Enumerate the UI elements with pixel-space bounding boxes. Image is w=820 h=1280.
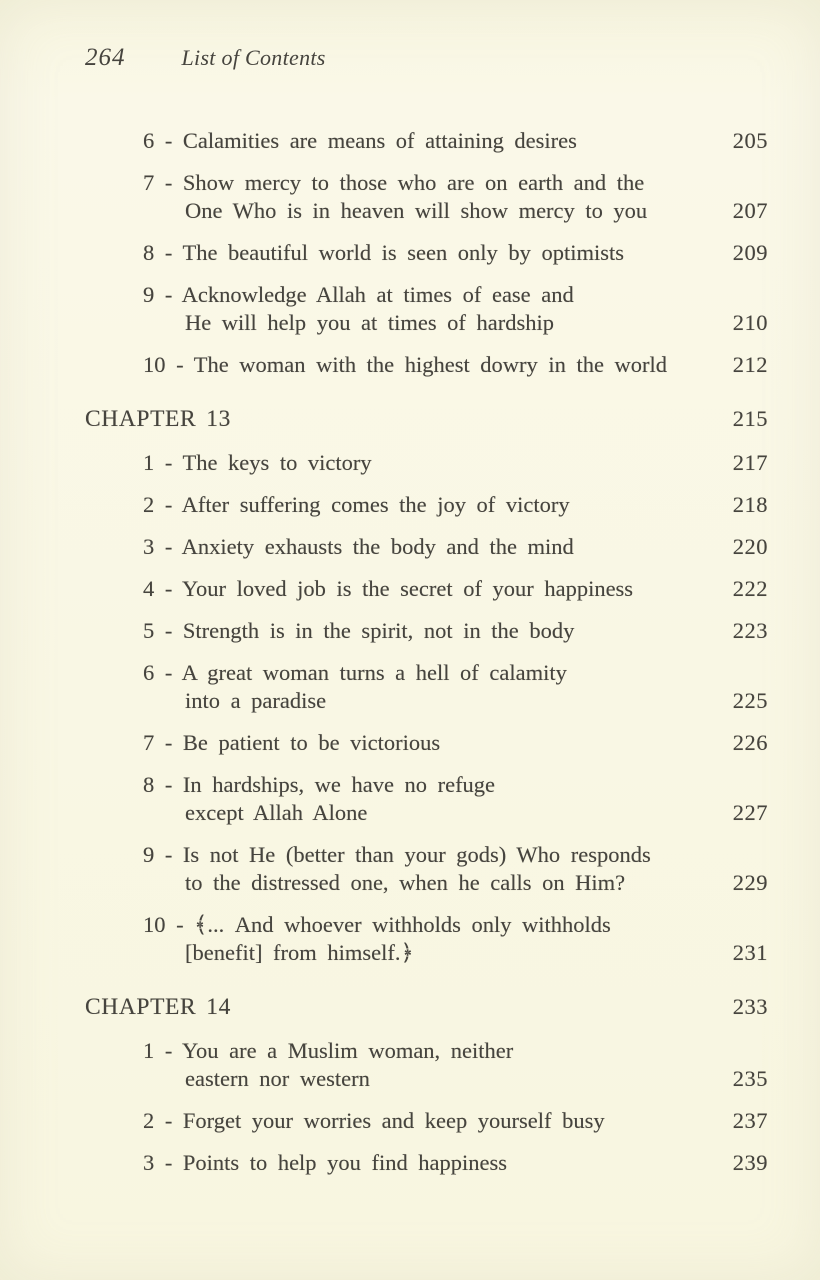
toc-entry-title xyxy=(85,449,372,477)
running-title: List of Contents xyxy=(181,45,326,70)
toc-entry xyxy=(85,533,768,561)
toc-entry-title xyxy=(85,1107,605,1135)
toc-page-number: 227 xyxy=(732,800,768,825)
toc-entry xyxy=(85,575,768,603)
toc-line: 8 - In hardships, we have no refuge xyxy=(143,772,496,797)
toc-page-number: 210 xyxy=(732,310,768,335)
toc-line: He will help you at times of hardship xyxy=(185,310,554,335)
toc-line: 9 - Is not He (better than your gods) Who responds xyxy=(143,842,651,867)
toc-entry xyxy=(85,617,768,645)
folio-page-number: 264 xyxy=(85,44,126,71)
toc-entry-title xyxy=(85,239,624,267)
toc-line: 3 - Points to help you find happiness xyxy=(143,1150,508,1175)
toc-entry xyxy=(85,659,768,715)
toc-line: 10 - The woman with the highest dowry in the world xyxy=(143,352,668,377)
toc-page-number: 220 xyxy=(732,534,768,559)
toc-line: 6 - Calamities are means of attaining desires xyxy=(143,128,577,153)
toc-entry-title xyxy=(85,1149,507,1177)
toc-page-number: 205 xyxy=(732,128,768,153)
toc-entry xyxy=(85,449,768,477)
toc-page-number: 229 xyxy=(732,870,768,895)
toc-entry xyxy=(85,771,768,827)
toc-line: 1 - You are a Muslim woman, neither xyxy=(143,1038,514,1063)
toc-entry xyxy=(85,1037,768,1093)
toc-line: CHAPTER 14 xyxy=(85,994,231,1020)
toc-entry-title xyxy=(85,1037,513,1093)
toc-entry-title xyxy=(85,841,651,897)
toc-line: 8 - The beautiful world is seen only by optimists xyxy=(143,240,624,265)
toc-line: One Who is in heaven will show mercy to you xyxy=(185,198,648,223)
toc-line: 4 - Your loved job is the secret of your happiness xyxy=(143,576,634,601)
toc-entry xyxy=(85,729,768,757)
toc-list xyxy=(85,127,768,1191)
toc-line: 1 - The keys to victory xyxy=(143,450,372,475)
toc-page-number: 223 xyxy=(732,618,768,643)
toc-page-number: 217 xyxy=(732,450,768,475)
toc-page-number: 209 xyxy=(732,240,768,265)
toc-entry xyxy=(85,351,768,379)
page-header xyxy=(85,44,768,72)
toc-page-number: 239 xyxy=(732,1150,768,1175)
toc-entry xyxy=(85,169,768,225)
toc-page-number: 226 xyxy=(732,730,768,755)
toc-line: eastern nor western xyxy=(185,1066,370,1091)
toc-line: 7 - Show mercy to those who are on earth and the xyxy=(143,170,645,195)
toc-line: 2 - Forget your worries and keep yourself busy xyxy=(143,1108,605,1133)
toc-line: [benefit] from himself.﴿ xyxy=(185,940,414,965)
toc-entry-title xyxy=(85,729,440,757)
toc-page-number: 231 xyxy=(732,940,768,965)
toc-page-number: 237 xyxy=(732,1108,768,1133)
toc-entry-title xyxy=(85,351,667,379)
toc-entry-title xyxy=(85,127,577,155)
toc-entry-title xyxy=(85,533,574,561)
toc-entry-title xyxy=(85,771,495,827)
toc-page-number: 235 xyxy=(732,1066,768,1091)
toc-line: CHAPTER 13 xyxy=(85,406,231,432)
toc-page-number: 215 xyxy=(732,406,768,431)
toc-line: 6 - A great woman turns a hell of calamity xyxy=(143,660,567,685)
toc-line: 5 - Strength is in the spirit, not in the body xyxy=(143,618,575,643)
toc-line: 7 - Be patient to be victorious xyxy=(143,730,441,755)
toc-entry xyxy=(85,127,768,155)
toc-page-number: 207 xyxy=(732,198,768,223)
toc-line: 10 - ﴾... And whoever withholds only withholds xyxy=(143,912,611,937)
toc-page-number: 225 xyxy=(732,688,768,713)
toc-line: 2 - After suffering comes the joy of victory xyxy=(143,492,570,517)
toc-entry xyxy=(85,239,768,267)
toc-entry-title xyxy=(85,491,570,519)
toc-page-number: 218 xyxy=(732,492,768,517)
toc-entry xyxy=(85,841,768,897)
toc-entry-title xyxy=(85,659,567,715)
toc-line: into a paradise xyxy=(185,688,327,713)
toc-entry xyxy=(85,1107,768,1135)
toc-entry-title xyxy=(85,911,611,967)
toc-entry-title xyxy=(85,575,633,603)
toc-entry xyxy=(85,491,768,519)
toc-line: 9 - Acknowledge Allah at times of ease and xyxy=(143,282,574,307)
chapter-heading xyxy=(85,405,231,433)
toc-entry-title xyxy=(85,281,574,337)
chapter-heading-row xyxy=(85,405,768,433)
toc-entry-title xyxy=(85,617,574,645)
chapter-heading xyxy=(85,993,231,1021)
toc-line: to the distressed one, when he calls on Him? xyxy=(185,870,626,895)
toc-line: 3 - Anxiety exhausts the body and the mind xyxy=(143,534,574,559)
toc-page-number: 233 xyxy=(732,994,768,1019)
toc-entry xyxy=(85,1149,768,1177)
toc-page-number: 222 xyxy=(732,576,768,601)
toc-entry xyxy=(85,281,768,337)
toc-entry xyxy=(85,911,768,967)
toc-line: except Allah Alone xyxy=(185,800,368,825)
chapter-heading-row xyxy=(85,993,768,1021)
toc-page-number: 212 xyxy=(732,352,768,377)
toc-entry-title xyxy=(85,169,647,225)
